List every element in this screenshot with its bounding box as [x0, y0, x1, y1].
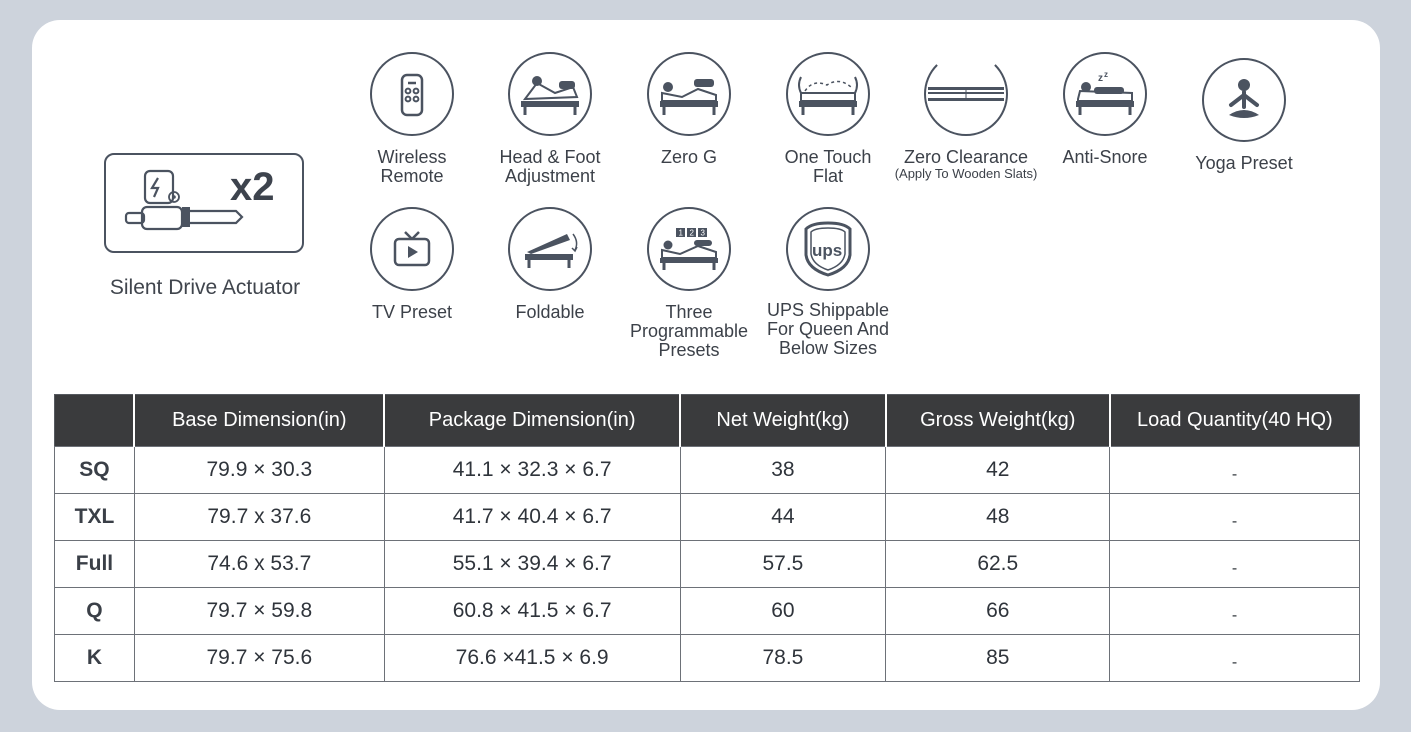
svg-text:z: z	[1104, 70, 1108, 79]
svg-text:z: z	[1098, 73, 1103, 84]
table-cell: 60	[680, 588, 886, 635]
foldable-bed-icon	[508, 207, 592, 291]
table-row	[55, 494, 1360, 541]
table-cell: -	[1110, 635, 1360, 682]
actuator-multiplier: x2	[230, 165, 275, 209]
feature-anti-snore	[1030, 52, 1180, 167]
head-foot-bed-icon	[508, 52, 592, 136]
table-cell: -	[1110, 541, 1360, 588]
ups-icon	[786, 207, 870, 291]
table-header: Base Dimension(in)	[134, 395, 384, 447]
table-cell: 42	[886, 447, 1110, 494]
feature-label: One Touch Flat	[784, 147, 872, 186]
table-cell: 66	[886, 588, 1110, 635]
table-cell: 85	[886, 635, 1110, 682]
feature-label: Yoga Preset	[1195, 153, 1293, 173]
zero-g-bed-icon	[647, 52, 731, 136]
table-header: Net Weight(kg)	[680, 395, 886, 447]
feature-one-touch-flat	[753, 52, 903, 186]
feature-yoga-preset	[1169, 58, 1319, 173]
feature-sublabel: (Apply To Wooden Slats)	[894, 166, 1038, 181]
table-header: Load Quantity(40 HQ)	[1110, 395, 1360, 447]
table-row	[55, 588, 1360, 635]
table-row	[55, 447, 1360, 494]
table-row	[55, 541, 1360, 588]
table-cell: 79.7 x 37.6	[134, 494, 384, 541]
table-cell: 41.7 × 40.4 × 6.7	[384, 494, 680, 541]
table-cell: 76.6 ×41.5 × 6.9	[384, 635, 680, 682]
svg-text:1: 1	[678, 228, 683, 238]
zero-clearance-icon	[924, 52, 1008, 136]
feature-label: UPS Shippable For Queen And Below Sizes	[766, 300, 890, 358]
feature-label: Wireless Remote	[377, 147, 447, 186]
table-row	[55, 635, 1360, 682]
size-cell: Full	[55, 541, 135, 588]
feature-zero-clearance	[891, 52, 1041, 181]
table-cell: -	[1110, 588, 1360, 635]
feature-ups	[753, 207, 903, 358]
remote-icon	[370, 52, 454, 136]
feature-three-presets	[614, 207, 764, 360]
actuator-label: Silent Drive Actuator	[109, 276, 301, 299]
size-cell: K	[55, 635, 135, 682]
table-cell: 79.7 × 75.6	[134, 635, 384, 682]
table-header-row	[55, 395, 1360, 447]
table-cell: 79.7 × 59.8	[134, 588, 384, 635]
table-cell: 48	[886, 494, 1110, 541]
yoga-icon	[1202, 58, 1286, 142]
table-cell: 60.8 × 41.5 × 6.7	[384, 588, 680, 635]
table-cell: -	[1110, 494, 1360, 541]
table-cell: 57.5	[680, 541, 886, 588]
feature-tv-preset	[337, 207, 487, 322]
flat-bed-icon	[786, 52, 870, 136]
svg-text:3: 3	[700, 228, 705, 238]
feature-zero-g	[614, 52, 764, 167]
feature-label: Zero Clearance	[903, 147, 1029, 167]
feature-label: Zero G	[660, 147, 717, 167]
size-cell: TXL	[55, 494, 135, 541]
anti-snore-icon	[1063, 52, 1147, 136]
table-cell: 55.1 × 39.4 × 6.7	[384, 541, 680, 588]
feature-label: Three Programmable Presets	[629, 302, 749, 360]
feature-label: Head & Foot Adjustment	[499, 147, 601, 186]
feature-label: TV Preset	[371, 302, 453, 322]
table-cell: 74.6 x 53.7	[134, 541, 384, 588]
spec-table	[54, 394, 1360, 682]
table-cell: 78.5	[680, 635, 886, 682]
tv-icon	[370, 207, 454, 291]
table-header	[55, 395, 135, 447]
table-cell: -	[1110, 447, 1360, 494]
size-cell: SQ	[55, 447, 135, 494]
table-cell: 38	[680, 447, 886, 494]
table-header: Gross Weight(kg)	[886, 395, 1110, 447]
table-cell: 44	[680, 494, 886, 541]
programmable-presets-icon	[647, 207, 731, 291]
feature-wireless-remote	[337, 52, 487, 186]
svg-text:2: 2	[689, 228, 694, 238]
feature-label: Foldable	[515, 302, 585, 322]
actuator-badge	[104, 153, 304, 253]
table-cell: 41.1 × 32.3 × 6.7	[384, 447, 680, 494]
feature-foldable	[475, 207, 625, 322]
svg-text:ups: ups	[812, 241, 843, 260]
feature-head-foot	[475, 52, 625, 186]
table-cell: 79.9 × 30.3	[134, 447, 384, 494]
size-cell: Q	[55, 588, 135, 635]
table-cell: 62.5	[886, 541, 1110, 588]
feature-label: Anti-Snore	[1062, 147, 1148, 167]
table-header: Package Dimension(in)	[384, 395, 680, 447]
